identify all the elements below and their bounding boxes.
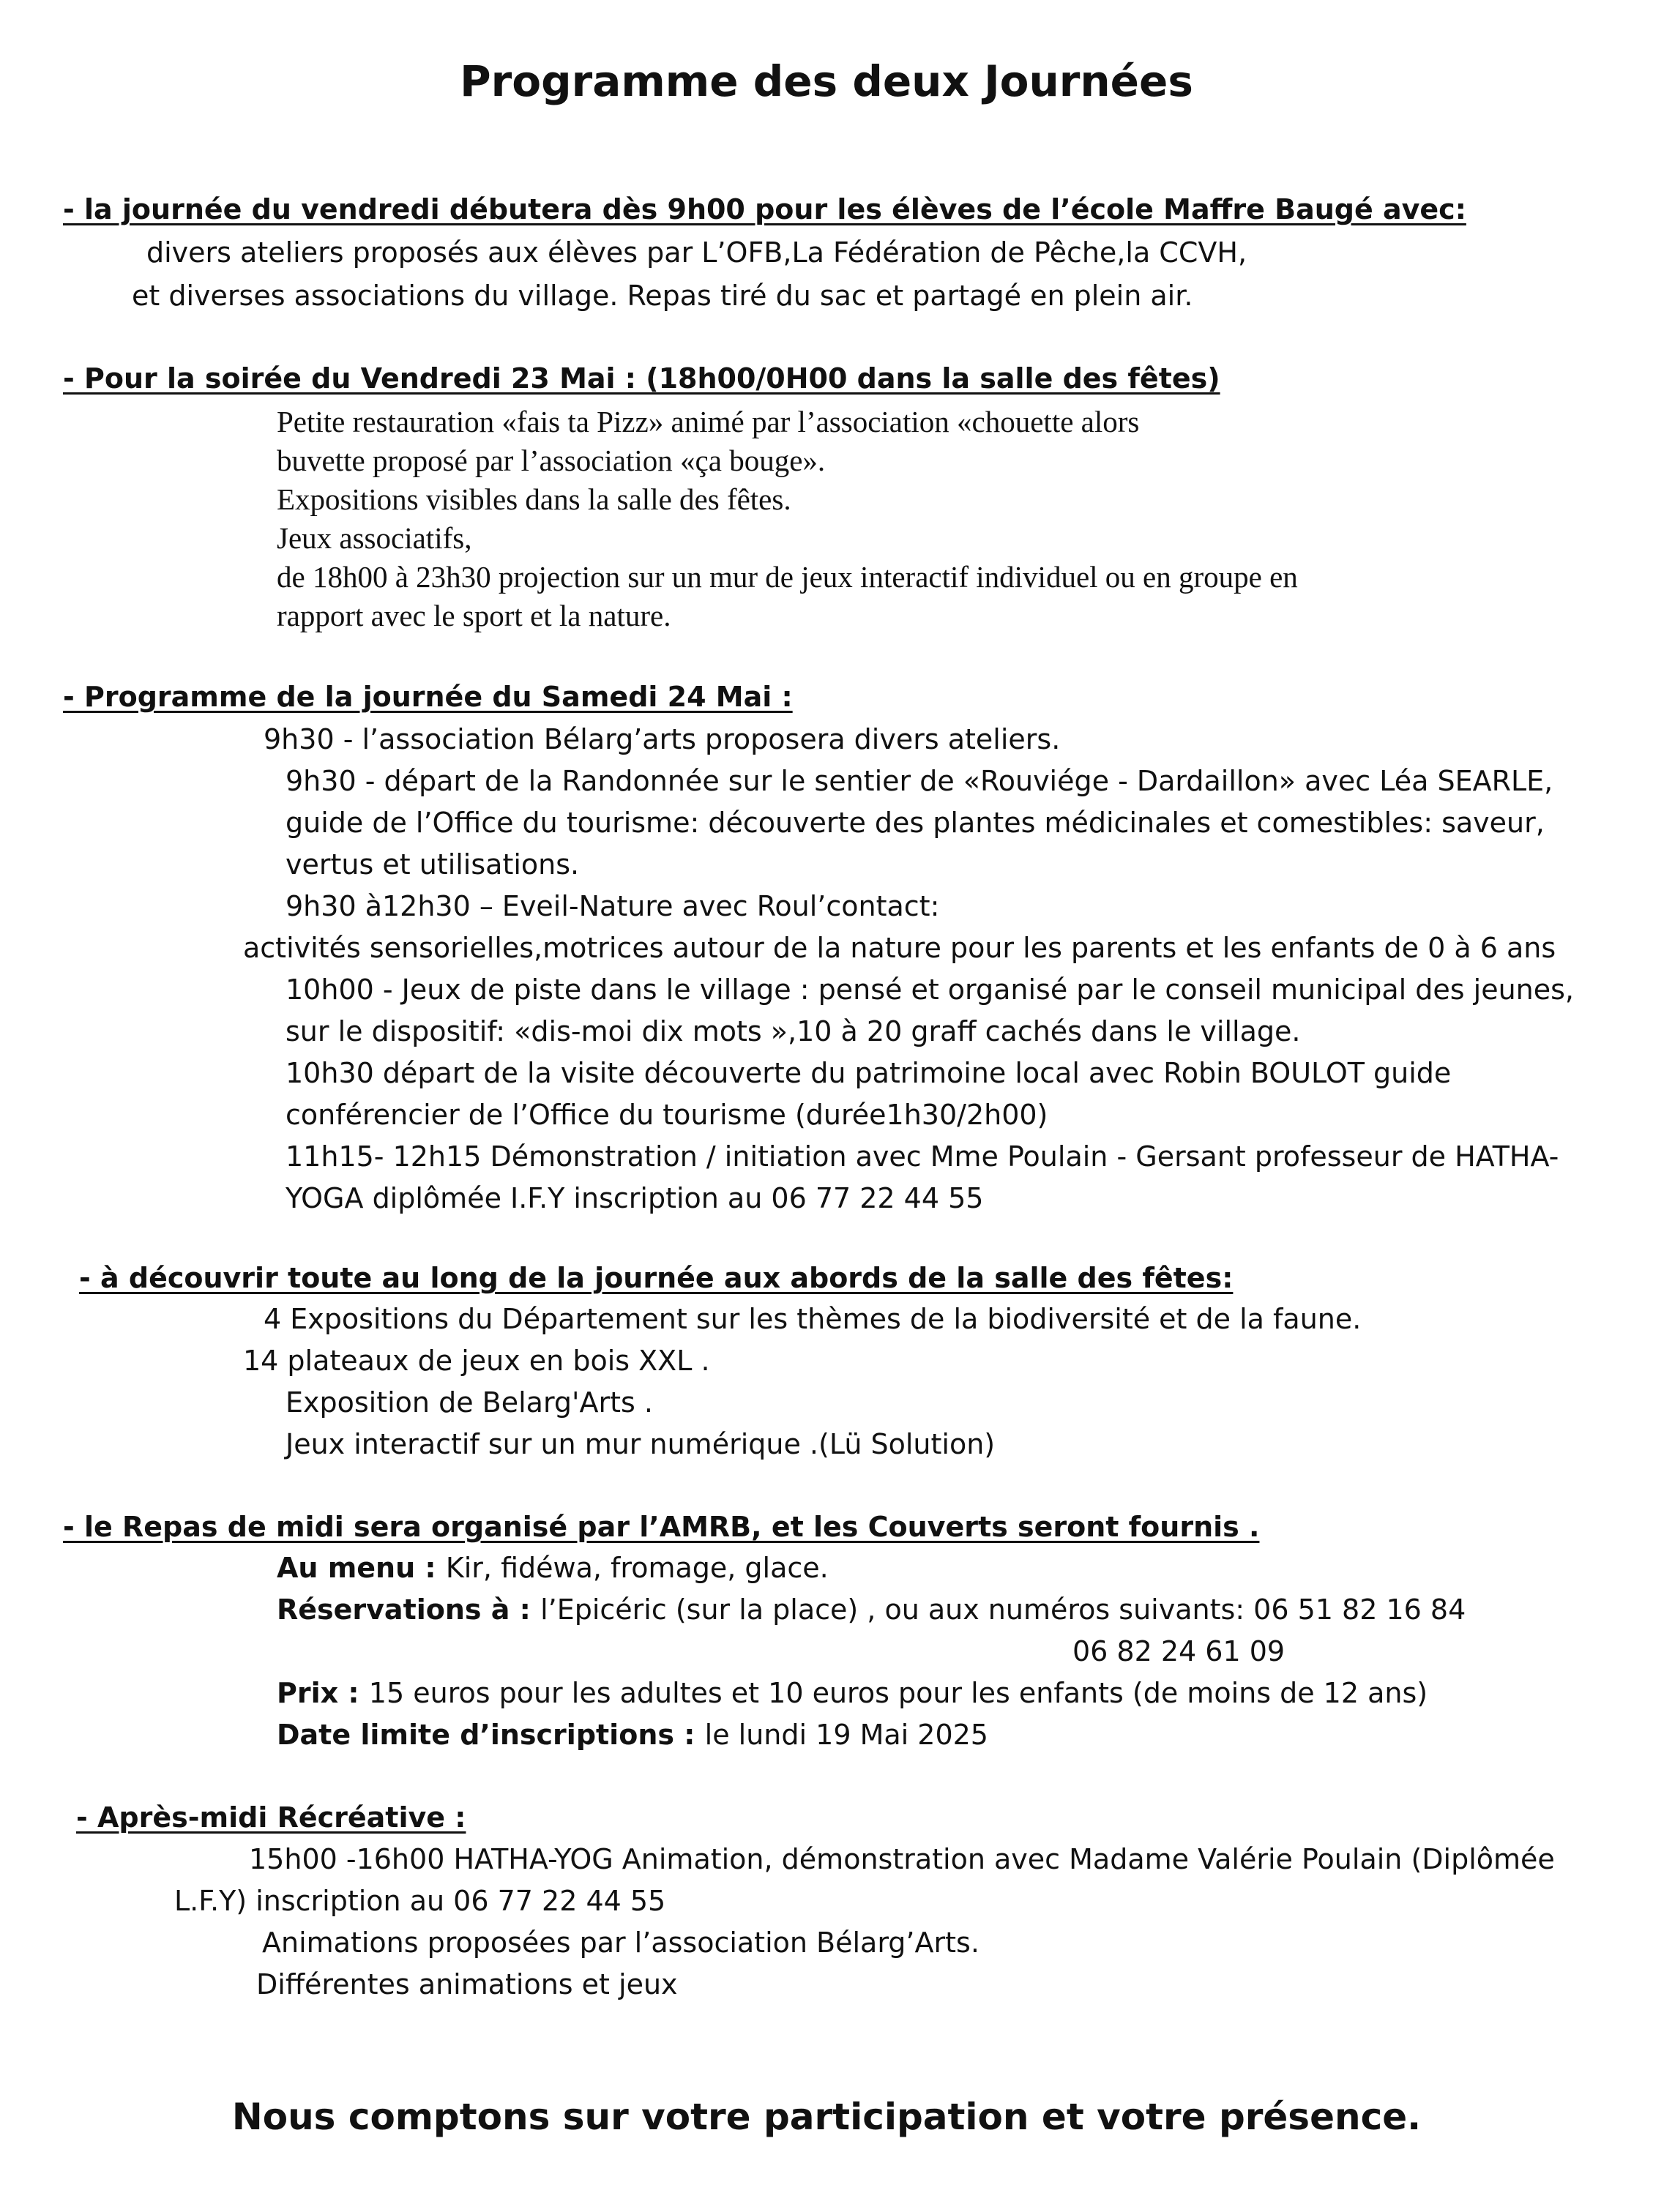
afternoon-heading: - Après-midi Récréative : (76, 1801, 466, 1834)
saturday-heading: - Programme de la journée du Samedi 24 Mai : (63, 681, 793, 713)
price-label: Prix : (277, 1677, 369, 1709)
meal-deadline (277, 1717, 988, 1752)
discover-line: 14 plateaux de jeux en bois XXL . (243, 1345, 710, 1377)
discover-line: Exposition de Belarg'Arts . (286, 1386, 653, 1419)
meal-menu (277, 1550, 829, 1585)
saturday-line: 10h00 - Jeux de piste dans le village : pensé et organisé par le conseil municipal des jeunes, (286, 974, 1575, 1006)
discover-line: 4 Expositions du Département sur les thèmes de la biodiversité et de la faune. (264, 1303, 1362, 1335)
meal-price (277, 1675, 1428, 1711)
reservation-value: l’Epicéric (sur la place) , ou aux numéros suivants: 06 51 82 16 84 (540, 1593, 1466, 1626)
friday-day-heading: - la journée du vendredi débutera dès 9h00 pour les élèves de l’école Maffre Baugé avec: (63, 193, 1466, 225)
discover-line: Jeux interactif sur un mur numérique .(Lü Solution) (286, 1428, 996, 1460)
afternoon-line: Animations proposées par l’association Bélarg’Arts. (262, 1927, 980, 1959)
friday-evening-line: de 18h00 à 23h30 projection sur un mur de jeux interactif individuel ou en groupe en (277, 560, 1298, 594)
reservation-label: Réservations à : (277, 1593, 541, 1626)
meal-reservation (277, 1592, 1466, 1627)
saturday-line: 9h30 - départ de la Randonnée sur le sentier de «Rouviége - Dardaillon» avec Léa SEARLE, (286, 765, 1553, 797)
closing-message: Nous comptons sur votre participation et votre présence. (231, 2096, 1422, 2138)
friday-day-line: et diverses associations du village. Repas tiré du sac et partagé en plein air. (132, 280, 1193, 312)
menu-value: Kir, fidéwa, fromage, glace. (445, 1552, 829, 1584)
saturday-line: 9h30 - l’association Bélarg’arts proposera divers ateliers. (264, 723, 1061, 755)
discover-heading: - à découvrir toute au long de la journée aux abords de la salle des fêtes: (79, 1262, 1234, 1294)
friday-evening-line: buvette proposé par l’association «ça bouge». (277, 444, 826, 477)
saturday-line: conférencier de l’Office du tourisme (durée1h30/2h00) (286, 1099, 1048, 1131)
afternoon-line: 15h00 -16h00 HATHA-YOG Animation, démonstration avec Madame Valérie Poulain (Diplômée (249, 1843, 1555, 1875)
deadline-value: le lundi 19 Mai 2025 (704, 1719, 988, 1751)
friday-evening-heading: - Pour la soirée du Vendredi 23 Mai : (18h00/0H00 dans la salle des fêtes) (63, 362, 1220, 395)
friday-evening-line: Petite restauration «fais ta Pizz» animé par l’association «chouette alors (277, 405, 1140, 438)
meal-heading: - le Repas de midi sera organisé par l’AMRB, et les Couverts seront fournis . (63, 1511, 1260, 1543)
afternoon-line: L.F.Y) inscription au 06 77 22 44 55 (174, 1885, 666, 1917)
saturday-line: 10h30 départ de la visite découverte du patrimoine local avec Robin BOULOT guide (286, 1057, 1452, 1089)
friday-evening-line: Jeux associatifs, (277, 521, 472, 555)
price-value: 15 euros pour les adultes et 10 euros pour les enfants (de moins de 12 ans) (368, 1677, 1428, 1709)
saturday-line: sur le dispositif: «dis-moi dix mots »,10 à 20 graff cachés dans le village. (286, 1015, 1301, 1047)
deadline-label: Date limite d’inscriptions : (277, 1719, 705, 1751)
saturday-line: 11h15- 12h15 Démonstration / initiation avec Mme Poulain - Gersant professeur de HATHA- (286, 1140, 1559, 1173)
reservation-phone-2: 06 82 24 61 09 (1072, 1635, 1286, 1667)
friday-evening-line: rapport avec le sport et la nature. (277, 599, 671, 632)
afternoon-line: Différentes animations et jeux (256, 1968, 678, 2000)
saturday-line: YOGA diplômée I.F.Y inscription au 06 77 22 44 55 (286, 1182, 984, 1214)
page-title: Programme des deux Journées (460, 56, 1193, 106)
saturday-line: activités sensorielles,motrices autour de la nature pour les parents et les enfants de 0 à 6 ans (243, 932, 1556, 964)
saturday-line: vertus et utilisations. (286, 848, 580, 881)
friday-day-line: divers ateliers proposés aux élèves par L’OFB,La Fédération de Pêche,la CCVH, (146, 236, 1247, 269)
friday-evening-line: Expositions visibles dans la salle des fêtes. (277, 482, 791, 516)
saturday-line: 9h30 à12h30 – Eveil-Nature avec Roul’contact: (286, 890, 940, 922)
saturday-line: guide de l’Office du tourisme: découverte des plantes médicinales et comestibles: saveur, (286, 807, 1545, 839)
menu-label: Au menu : (277, 1552, 446, 1584)
